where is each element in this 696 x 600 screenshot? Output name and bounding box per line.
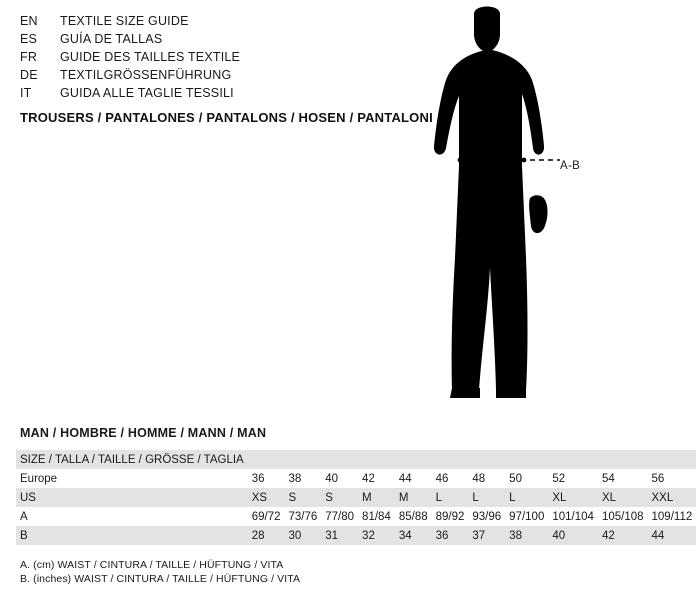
- cell: 31: [321, 526, 358, 545]
- footnotes: [20, 558, 300, 586]
- cell: [468, 450, 505, 469]
- row-label: A: [16, 507, 248, 526]
- language-title: GUIDE DES TAILLES TEXTILE: [60, 50, 241, 64]
- cell: 93/96: [468, 507, 505, 526]
- cell: 38: [284, 469, 321, 488]
- cell: [432, 450, 469, 469]
- cell: L: [505, 488, 548, 507]
- cell: XS: [248, 488, 285, 507]
- cell: 105/108: [598, 507, 648, 526]
- cell: XXL: [648, 488, 696, 507]
- measure-label-ab: A-B: [560, 160, 581, 172]
- language-code: EN: [20, 14, 38, 28]
- language-row: [20, 50, 350, 68]
- cell: 28: [248, 526, 285, 545]
- table-row: [16, 488, 696, 507]
- row-label: Europe: [16, 469, 248, 488]
- language-title: TEXTILGRÖSSENFÜHRUNG: [60, 68, 232, 82]
- table-row: [16, 526, 696, 545]
- cell: 50: [505, 469, 548, 488]
- cell: 36: [432, 526, 469, 545]
- silhouette-icon: [400, 8, 590, 408]
- table-row: [16, 450, 696, 469]
- cell: 42: [598, 526, 648, 545]
- cell: S: [321, 488, 358, 507]
- language-row: [20, 32, 350, 50]
- cell: 40: [321, 469, 358, 488]
- cell: 85/88: [395, 507, 432, 526]
- cell: 37: [468, 526, 505, 545]
- cell: 32: [358, 526, 395, 545]
- cell: 52: [548, 469, 598, 488]
- language-title: GUÍA DE TALLAS: [60, 32, 163, 46]
- cell: 42: [358, 469, 395, 488]
- man-silhouette-figure: [400, 8, 590, 408]
- language-code: DE: [20, 68, 38, 82]
- cell: 44: [395, 469, 432, 488]
- row-label: US: [16, 488, 248, 507]
- language-code: FR: [20, 50, 38, 64]
- cell: [284, 450, 321, 469]
- cell: [598, 450, 648, 469]
- cell: 46: [432, 469, 469, 488]
- cell: L: [468, 488, 505, 507]
- cell: [358, 450, 395, 469]
- cell: 97/100: [505, 507, 548, 526]
- cell: 36: [248, 469, 285, 488]
- cell: 34: [395, 526, 432, 545]
- footnote-b: B. (inches) WAIST / CINTURA / TAILLE / HÜFTUNG / VITA: [20, 573, 301, 585]
- language-title: TEXTILE SIZE GUIDE: [60, 14, 189, 28]
- cell: M: [358, 488, 395, 507]
- cell: XL: [598, 488, 648, 507]
- row-label: B: [16, 526, 248, 545]
- cell: 44: [648, 526, 696, 545]
- footnote-a: A. (cm) WAIST / CINTURA / TAILLE / HÜFTUNG / VITA: [20, 559, 284, 571]
- table-row: [16, 507, 696, 526]
- cell: [395, 450, 432, 469]
- language-row: [20, 68, 350, 86]
- cell: 30: [284, 526, 321, 545]
- cell: 40: [548, 526, 598, 545]
- cell: 89/92: [432, 507, 469, 526]
- cell: S: [284, 488, 321, 507]
- language-row: [20, 86, 350, 104]
- cell: [648, 450, 696, 469]
- language-code: IT: [20, 86, 32, 100]
- cell: [248, 450, 285, 469]
- cell: [505, 450, 548, 469]
- row-label: SIZE / TALLA / TAILLE / GRÖSSE / TAGLIA: [16, 450, 248, 469]
- cell: 48: [468, 469, 505, 488]
- cell: 38: [505, 526, 548, 545]
- table-row: [16, 469, 696, 488]
- cell: 54: [598, 469, 648, 488]
- cell: 81/84: [358, 507, 395, 526]
- language-row: [20, 14, 350, 32]
- size-table: [16, 450, 696, 545]
- language-header-block: [20, 14, 350, 104]
- language-title: GUIDA ALLE TAGLIE TESSILI: [60, 86, 234, 100]
- cell: 77/80: [321, 507, 358, 526]
- cell: M: [395, 488, 432, 507]
- cell: XL: [548, 488, 598, 507]
- language-code: ES: [20, 32, 38, 46]
- cell: 109/112: [648, 507, 696, 526]
- cell: [321, 450, 358, 469]
- cell: 69/72: [248, 507, 285, 526]
- cell: 56: [648, 469, 696, 488]
- table-title: MAN / HOMBRE / HOMME / MANN / MAN: [20, 426, 267, 440]
- section-title: TROUSERS / PANTALONES / PANTALONS / HOSEN / PANTALONI: [20, 110, 433, 125]
- cell: 101/104: [548, 507, 598, 526]
- cell: [548, 450, 598, 469]
- cell: 73/76: [284, 507, 321, 526]
- cell: L: [432, 488, 469, 507]
